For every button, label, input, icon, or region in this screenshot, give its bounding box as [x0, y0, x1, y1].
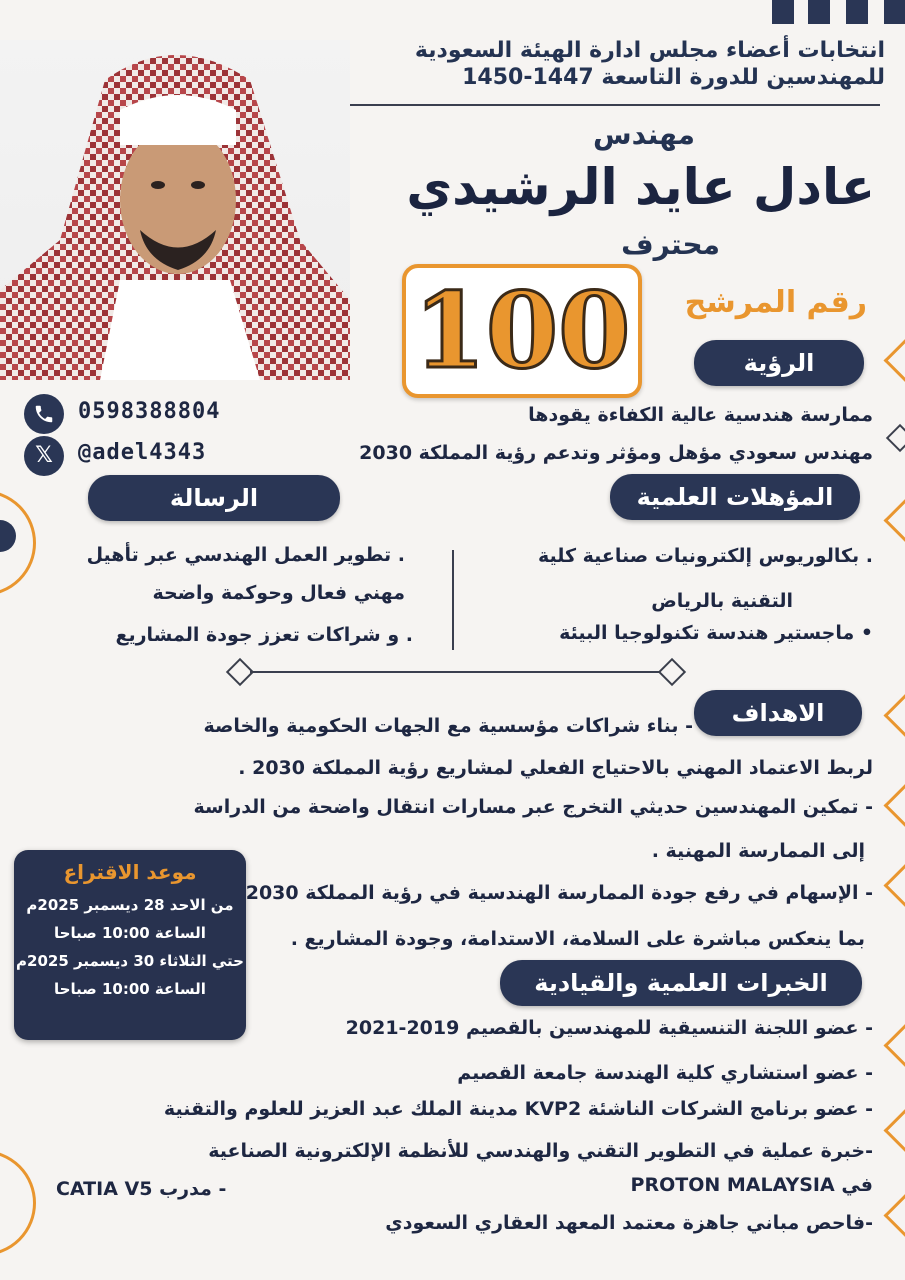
experience-line-2: - عضو استشاري كلية الهندسة جامعة القصيم [457, 1062, 873, 1084]
goals-line-4: إلى الممارسة المهنية . [651, 840, 865, 862]
election-title [325, 38, 885, 90]
mission-line-2: مهني فعال وحوكمة واضحة [152, 582, 405, 604]
top-stripe-3 [846, 0, 868, 24]
election-title-line1: انتخابات أعضاء مجلس ادارة الهيئة السعودية [414, 38, 885, 63]
goals-line-2: لربط الاعتماد المهني بالاحتياج الفعلي لمشاريع رؤية المملكة 2030 . [238, 757, 873, 779]
qualifications-line-2: التقنية بالرياض [651, 590, 793, 612]
experience-side-note: - مدرب CATIA V5 [56, 1178, 227, 1200]
qualifications-heading: المؤهلات العلمية [610, 474, 860, 520]
experience-line-4: -خبرة عملية في التطوير التقني والهندسي للأنظمة الإلكترونية الصناعية [208, 1140, 873, 1162]
top-stripe-2 [808, 0, 830, 24]
x-handle[interactable]: @adel4343 [78, 440, 207, 465]
mission-line-3: . و شراكات تعزز جودة المشاريع [115, 624, 413, 646]
candidate-number: 100 [413, 269, 631, 392]
vision-line-2: مهندس سعودي مؤهل ومؤثر وتدعم رؤية المملكة 2030 [359, 442, 873, 464]
goals-line-6: بما ينعكس مباشرة على السلامة، الاستدامة، وجودة المشاريع . [290, 928, 865, 950]
edge-diamond-1 [886, 424, 905, 452]
phone-icon [24, 394, 64, 434]
header-divider [320, 104, 880, 106]
mission-line-1: . تطوير العمل الهندسي عبر تأهيل [86, 544, 405, 566]
experience-line-1: - عضو اللجنة التنسيقية للمهندسين بالقصيم 2019-2021 [345, 1017, 873, 1039]
vision-line-1: ممارسة هندسية عالية الكفاءة يقودها [528, 404, 873, 426]
election-title-line2: للمهندسين للدورة التاسعة 1447-1450 [462, 65, 885, 90]
left-circle-deco-2 [0, 1150, 36, 1256]
edge-chevron-1 [884, 339, 905, 383]
qualifications-line-3: • ماجستير هندسة تكنولوجيا البيئة [559, 622, 873, 644]
edge-chevron-8 [884, 1194, 905, 1238]
edge-chevron-4 [884, 784, 905, 828]
candidate-name: عادل عايد الرشيدي [406, 158, 875, 216]
candidate-photo [0, 40, 350, 380]
goals-line-5: - الإسهام في رفع جودة الممارسة الهندسية في رؤية المملكة 2030 [245, 882, 873, 904]
divider-diamond-right [658, 658, 686, 686]
voting-title: موعد الاقتراع [63, 860, 197, 884]
mission-heading: الرسالة [88, 475, 340, 521]
experience-heading: الخبرات العلمية والقيادية [500, 960, 862, 1006]
voting-line-3: حتي الثلاثاء 30 ديسمبر 2025م [16, 952, 244, 970]
voting-line-4: الساعة 10:00 صباحا [54, 980, 206, 998]
edge-chevron-7 [884, 1109, 905, 1153]
edge-chevron-6 [884, 1024, 905, 1068]
divider-diamond-left [226, 658, 254, 686]
top-stripe-1 [772, 0, 794, 24]
candidate-prefix: مهندس [592, 118, 695, 151]
phone-number[interactable]: 0598388804 [78, 399, 221, 424]
voting-line-2: الساعة 10:00 صباحا [54, 924, 206, 942]
goals-heading: الاهداف [694, 690, 862, 736]
edge-chevron-3 [884, 694, 905, 738]
experience-line-3: - عضو برنامج الشركات الناشئة KVP2 مدينة الملك عبد العزيز للعلوم والتقنية [163, 1098, 873, 1120]
column-divider [452, 550, 454, 650]
candidate-grade: محترف [621, 228, 720, 261]
edge-chevron-5 [884, 864, 905, 908]
edge-chevron-2 [884, 499, 905, 543]
voting-line-1: من الاحد 28 ديسمبر 2025م [26, 896, 234, 914]
goals-line-1: - بناء شراكات مؤسسية مع الجهات الحكومية والخاصة [203, 715, 693, 737]
vision-heading: الرؤية [694, 340, 864, 386]
experience-line-6: -فاحص مباني جاهزة معتمد المعهد العقاري السعودي [385, 1212, 873, 1234]
qualifications-line-1: . بكالوريوس إلكترونيات صناعية كلية [537, 545, 873, 567]
x-logo-icon: 𝕏 [24, 436, 64, 476]
candidate-number-box [402, 264, 642, 398]
experience-line-5: في PROTON MALAYSIA [630, 1174, 873, 1196]
candidate-number-label: رقم المرشح [684, 285, 867, 320]
voting-schedule-box [14, 850, 246, 1040]
goals-line-3: - تمكين المهندسين حديثي التخرج عبر مسارات انتقال واضحة من الدراسة [193, 796, 873, 818]
section-divider [250, 671, 660, 673]
top-stripe-4 [884, 0, 905, 24]
